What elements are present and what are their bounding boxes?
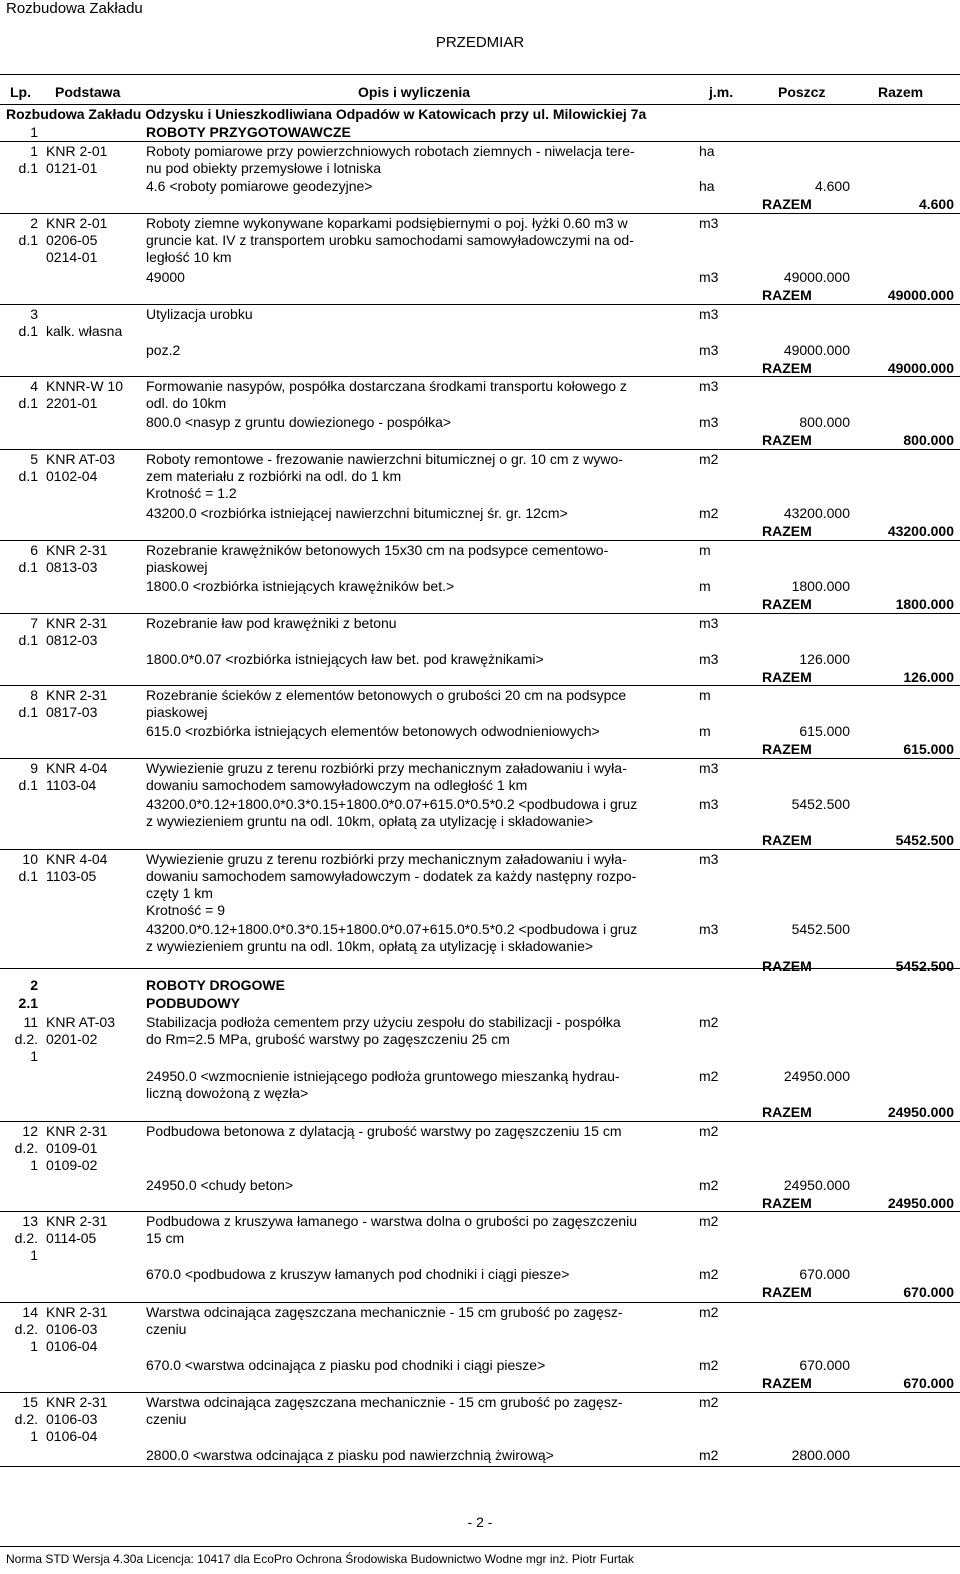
item-basis: KNR 2-31 — [46, 687, 108, 703]
divider — [0, 104, 960, 105]
razem-value: 4.600 — [918, 196, 954, 212]
item-number: 3 — [30, 306, 38, 322]
row-divider — [0, 376, 960, 377]
item-description: Wywiezienie gruzu z terenu rozbiórki przy mechanicznym załadowaniu i wyła- — [146, 760, 627, 776]
row-divider — [0, 849, 960, 850]
item-basis: 0817-03 — [46, 704, 98, 720]
item-basis: KNR 2-01 — [46, 143, 108, 159]
razem-label: RAZEM — [762, 596, 812, 612]
razem-value: 24950.000 — [887, 1104, 954, 1120]
row-divider — [0, 1466, 960, 1467]
calc-value: 49000.000 — [783, 269, 850, 285]
razem-label: RAZEM — [762, 741, 812, 757]
calc-unit: ha — [699, 178, 715, 194]
item-unit: m2 — [699, 451, 719, 467]
item-section-ref: d.1 — [18, 395, 38, 411]
item-description: czeniu — [146, 1321, 187, 1337]
item-description: dowaniu samochodem samowyładowczym na odległość 1 km — [146, 777, 528, 793]
calc-unit: m2 — [699, 1177, 719, 1193]
razem-label: RAZEM — [762, 523, 812, 539]
item-basis: KNR AT-03 — [46, 1014, 115, 1030]
item-section-ref: d.1 — [18, 704, 38, 720]
item-basis: KNR 2-01 — [46, 215, 108, 231]
item-description: Utylizacja urobku — [146, 306, 253, 322]
item-basis: 0214-01 — [46, 249, 98, 265]
calc-formula: 24950.0 <chudy beton> — [146, 1177, 294, 1193]
calc-value: 2800.000 — [791, 1447, 850, 1463]
calc-value: 4.600 — [814, 178, 850, 194]
razem-label: RAZEM — [762, 360, 812, 376]
item-description: Krotność = 9 — [146, 902, 225, 918]
item-unit: m3 — [699, 615, 719, 631]
item-description: Rozebranie ław pod krawężniki z betonu — [146, 615, 397, 631]
row-divider — [0, 1121, 960, 1122]
razem-label: RAZEM — [762, 287, 812, 303]
item-basis: 0206-05 — [46, 232, 98, 248]
item-section-ref: d.2. — [14, 1230, 38, 1246]
item-number: 14 — [22, 1304, 38, 1320]
item-basis: KNR 4-04 — [46, 851, 108, 867]
calc-formula: 1800.0*0.07 <rozbiórka istniejących ław bet. pod krawężnikami> — [146, 651, 544, 667]
item-section-ref: 1 — [30, 1247, 38, 1263]
item-number: 4 — [30, 378, 38, 394]
item-basis: KNR 2-31 — [46, 1394, 108, 1410]
item-section-ref: 1 — [30, 1048, 38, 1064]
razem-value: 5452.500 — [895, 958, 954, 974]
item-description: odl. do 10km — [146, 395, 227, 411]
col-unit: j.m. — [709, 84, 734, 100]
item-description: czeniu — [146, 1411, 187, 1427]
row-divider — [0, 758, 960, 759]
calc-value: 5452.500 — [791, 796, 850, 812]
calc-formula: z wywiezieniem gruntu na odl. 10km, opłatą za utylizację i składowanie> — [146, 938, 594, 954]
item-basis: 0106-03 — [46, 1411, 98, 1427]
col-total: Razem — [878, 84, 924, 100]
calc-value: 5452.500 — [791, 921, 850, 937]
item-description: Stabilizacja podłoża cementem przy użyciu zespołu do stabilizacji - pospółka — [146, 1014, 621, 1030]
item-basis: KNR 2-31 — [46, 1213, 108, 1229]
project-caption: Rozbudowa Zakładu Odzysku i Unieszkodliwiana Odpadów w Katowicach przy ul. Milowickiej 7a — [6, 106, 647, 122]
razem-label: RAZEM — [762, 1195, 812, 1211]
item-unit: m2 — [699, 1123, 719, 1139]
app-title: Rozbudowa Zakładu — [6, 0, 143, 17]
item-unit: m3 — [699, 306, 719, 322]
razem-label: RAZEM — [762, 1284, 812, 1300]
item-description: Warstwa odcinająca zagęszczana mechanicznie - 15 cm grubość po zagęsz- — [146, 1304, 623, 1320]
col-partial: Poszcz — [778, 84, 826, 100]
item-description: do Rm=2.5 MPa, grubość warstwy po zagęszczeniu 25 cm — [146, 1031, 510, 1047]
row-divider — [0, 213, 960, 214]
calc-formula: 800.0 <nasyp z gruntu dowiezionego - pospółka> — [146, 414, 452, 430]
section-number: 2 — [30, 977, 38, 993]
razem-label: RAZEM — [762, 958, 812, 974]
calc-formula: 615.0 <rozbiórka istniejących elementów betonowych odwodnieniowych> — [146, 723, 600, 739]
col-basis: Podstawa — [55, 84, 121, 100]
col-lp: Lp. — [10, 84, 31, 100]
item-basis: KNR AT-03 — [46, 451, 115, 467]
row-divider — [0, 685, 960, 686]
item-basis: KNR 2-31 — [46, 542, 108, 558]
razem-value: 43200.000 — [887, 523, 954, 539]
calc-formula: 43200.0 <rozbiórka istniejącej nawierzchni bitumicznej śr. gr. 12cm> — [146, 505, 568, 521]
document-title: PRZEDMIAR — [435, 34, 525, 51]
item-description: Rozebranie ścieków z elementów betonowych o grubości 20 cm na podsypce — [146, 687, 627, 703]
calc-unit: m3 — [699, 342, 719, 358]
item-section-ref: 1 — [30, 1338, 38, 1354]
calc-formula: 670.0 <podbudowa z kruszyw łamanych pod chodniki i ciągi piesze> — [146, 1266, 570, 1282]
item-description: dowaniu samochodem samowyładowczym - dodatek za każdy następny rozpo- — [146, 868, 637, 884]
razem-label: RAZEM — [762, 432, 812, 448]
row-divider — [0, 968, 960, 969]
footer-note: Norma STD Wersja 4.30a Licencja: 10417 dla EcoPro Ochrona Środowiska Budownictwo Wodne mgr inż. Piotr Furtak — [6, 1552, 634, 1566]
calc-unit: m2 — [699, 1068, 719, 1084]
item-section-ref: d.2. — [14, 1140, 38, 1156]
row-divider — [0, 540, 960, 541]
calc-unit: m2 — [699, 1266, 719, 1282]
calc-formula: 43200.0*0.12+1800.0*0.3*0.15+1800.0*0.07+615.0*0.5*0.2 <podbudowa i gruz — [146, 921, 638, 937]
row-divider — [0, 1302, 960, 1303]
calc-formula: 43200.0*0.12+1800.0*0.3*0.15+1800.0*0.07+615.0*0.5*0.2 <podbudowa i gruz — [146, 796, 638, 812]
calc-value: 24950.000 — [783, 1177, 850, 1193]
item-basis: 0813-03 — [46, 559, 98, 575]
calc-value: 49000.000 — [783, 342, 850, 358]
razem-value: 615.000 — [903, 741, 954, 757]
calc-formula: liczną dowożoną z węzła> — [146, 1085, 309, 1101]
item-description: Roboty remontowe - frezowanie nawierzchni bitumicznej o gr. 10 cm z wywo- — [146, 451, 623, 467]
item-unit: m3 — [699, 851, 719, 867]
calc-unit: m — [699, 723, 711, 739]
item-section-ref: d.1 — [18, 323, 38, 339]
razem-value: 49000.000 — [887, 360, 954, 376]
row-divider — [0, 141, 960, 142]
calc-unit: m — [699, 578, 711, 594]
item-unit: m — [699, 687, 711, 703]
calc-unit: m3 — [699, 269, 719, 285]
calc-formula: 1800.0 <rozbiórka istniejących krawężników bet.> — [146, 578, 455, 594]
item-basis: 0106-03 — [46, 1321, 98, 1337]
razem-value: 800.000 — [903, 432, 954, 448]
item-section-ref: d.2. — [14, 1031, 38, 1047]
divider — [0, 74, 960, 75]
item-section-ref: d.1 — [18, 232, 38, 248]
item-basis: 0109-02 — [46, 1157, 98, 1173]
razem-label: RAZEM — [762, 1104, 812, 1120]
item-number: 2 — [30, 215, 38, 231]
item-number: 10 — [22, 851, 38, 867]
calc-value: 1800.000 — [791, 578, 850, 594]
calc-value: 24950.000 — [783, 1068, 850, 1084]
calc-value: 126.000 — [799, 651, 850, 667]
item-number: 11 — [23, 1014, 38, 1030]
section-title: PODBUDOWY — [146, 995, 241, 1011]
item-description: częty 1 km — [146, 885, 213, 901]
item-basis: 2201-01 — [46, 395, 98, 411]
item-section-ref: 1 — [30, 1428, 38, 1444]
item-number: 1 — [30, 143, 38, 159]
item-basis: 0121-01 — [46, 160, 98, 176]
razem-value: 126.000 — [903, 669, 954, 685]
item-unit: ha — [699, 143, 715, 159]
razem-value: 1800.000 — [895, 596, 954, 612]
row-divider — [0, 1211, 960, 1212]
page-number: - 2 - — [467, 1514, 493, 1530]
item-description: ległość 10 km — [146, 249, 232, 265]
item-description: gruncie kat. IV z transportem urobku samochodami samowyładowczymi na od- — [146, 232, 634, 248]
item-description: Wywiezienie gruzu z terenu rozbiórki przy mechanicznym załadowaniu i wyła- — [146, 851, 627, 867]
razem-value: 5452.500 — [895, 832, 954, 848]
item-section-ref: d.1 — [18, 160, 38, 176]
item-basis: KNR 4-04 — [46, 760, 108, 776]
item-description: nu pod obiekty przemysłowe i lotniska — [146, 160, 382, 176]
razem-value: 670.000 — [903, 1375, 954, 1391]
calc-value: 615.000 — [799, 723, 850, 739]
item-description: piaskowej — [146, 704, 208, 720]
calc-unit: m3 — [699, 796, 719, 812]
item-unit: m2 — [699, 1014, 719, 1030]
item-basis: 1103-04 — [46, 777, 97, 793]
item-basis: 0102-04 — [46, 468, 98, 484]
item-basis: KNNR-W 10 — [46, 378, 124, 394]
item-description: Roboty pomiarowe przy powierzchniowych robotach ziemnych - niwelacja tere- — [146, 143, 635, 159]
calc-value: 670.000 — [799, 1357, 850, 1373]
item-basis: 1103-05 — [46, 868, 97, 884]
razem-value: 24950.000 — [887, 1195, 954, 1211]
razem-label: RAZEM — [762, 196, 812, 212]
item-section-ref: d.1 — [18, 559, 38, 575]
calc-unit: m3 — [699, 414, 719, 430]
item-basis: 0812-03 — [46, 632, 98, 648]
section-title: ROBOTY PRZYGOTOWAWCZE — [146, 124, 351, 140]
item-section-ref: d.1 — [18, 468, 38, 484]
razem-value: 670.000 — [903, 1284, 954, 1300]
calc-formula: poz.2 — [146, 342, 181, 358]
item-basis: KNR 2-31 — [46, 615, 108, 631]
section-number: 2.1 — [18, 995, 38, 1011]
row-divider — [0, 1392, 960, 1393]
calc-value: 43200.000 — [783, 505, 850, 521]
item-section-ref: d.2. — [14, 1321, 38, 1337]
calc-unit: m3 — [699, 921, 719, 937]
item-description: Warstwa odcinająca zagęszczana mechanicznie - 15 cm grubość po zagęsz- — [146, 1394, 623, 1410]
item-number: 12 — [22, 1123, 38, 1139]
item-number: 7 — [30, 615, 38, 631]
item-unit: m3 — [699, 378, 719, 394]
razem-value: 49000.000 — [887, 287, 954, 303]
item-description: zem materiału z rozbiórki na odl. do 1 km — [146, 468, 402, 484]
item-unit: m2 — [699, 1304, 719, 1320]
item-description: Rozebranie krawężników betonowych 15x30 cm na podsypce cementowo- — [146, 542, 609, 558]
section-number: 1 — [30, 124, 38, 140]
item-unit: m3 — [699, 760, 719, 776]
calc-formula: z wywiezieniem gruntu na odl. 10km, opłatą za utylizację i składowanie> — [146, 813, 594, 829]
item-number: 9 — [30, 760, 38, 776]
item-description: 15 cm — [146, 1230, 185, 1246]
item-number: 15 — [22, 1394, 38, 1410]
item-basis: 0201-02 — [46, 1031, 98, 1047]
divider — [0, 1546, 960, 1547]
razem-label: RAZEM — [762, 832, 812, 848]
item-unit: m — [699, 542, 711, 558]
calc-unit: m2 — [699, 505, 719, 521]
item-description: piaskowej — [146, 559, 208, 575]
item-basis: KNR 2-31 — [46, 1304, 108, 1320]
row-divider — [0, 449, 960, 450]
calc-value: 800.000 — [799, 414, 850, 430]
item-section-ref: d.2. — [14, 1411, 38, 1427]
item-section-ref: d.1 — [18, 632, 38, 648]
razem-label: RAZEM — [762, 1375, 812, 1391]
section-title: ROBOTY DROGOWE — [146, 977, 285, 993]
item-basis: 0114-05 — [46, 1230, 97, 1246]
calc-formula: 49000 — [146, 269, 185, 285]
calc-unit: m3 — [699, 651, 719, 667]
item-description: Podbudowa z kruszywa łamanego - warstwa dolna o grubości po zagęszczeniu — [146, 1213, 638, 1229]
item-unit: m3 — [699, 215, 719, 231]
item-basis: KNR 2-31 — [46, 1123, 108, 1139]
row-divider — [0, 613, 960, 614]
col-desc: Opis i wyliczenia — [358, 84, 471, 100]
calc-formula: 24950.0 <wzmocnienie istniejącego podłoża gruntowego mieszanką hydrau- — [146, 1068, 620, 1084]
calc-formula: 2800.0 <warstwa odcinająca z piasku pod nawierzchnią żwirową> — [146, 1447, 554, 1463]
calc-value: 670.000 — [799, 1266, 850, 1282]
item-basis: 0109-01 — [46, 1140, 98, 1156]
item-description: Roboty ziemne wykonywane koparkami podsiębiernymi o poj. łyżki 0.60 m3 w — [146, 215, 628, 231]
item-number: 5 — [30, 451, 38, 467]
item-basis: 0106-04 — [46, 1338, 98, 1354]
column-header-row — [0, 84, 960, 104]
item-section-ref: 1 — [30, 1157, 38, 1173]
item-basis: kalk. własna — [46, 323, 123, 339]
item-number: 8 — [30, 687, 38, 703]
item-section-ref: d.1 — [18, 777, 38, 793]
calc-unit: m2 — [699, 1357, 719, 1373]
item-basis: 0106-04 — [46, 1428, 98, 1444]
calc-unit: m2 — [699, 1447, 719, 1463]
calc-formula: 4.6 <roboty pomiarowe geodezyjne> — [146, 178, 373, 194]
row-divider — [0, 304, 960, 305]
item-number: 13 — [22, 1213, 38, 1229]
item-unit: m2 — [699, 1213, 719, 1229]
item-unit: m2 — [699, 1394, 719, 1410]
item-description: Krotność = 1.2 — [146, 485, 237, 501]
item-number: 6 — [30, 542, 38, 558]
calc-formula: 670.0 <warstwa odcinająca z piasku pod chodniki i ciągi piesze> — [146, 1357, 546, 1373]
item-section-ref: d.1 — [18, 868, 38, 884]
item-description: Formowanie nasypów, pospółka dostarczana środkami transportu kołowego z — [146, 378, 627, 394]
razem-label: RAZEM — [762, 669, 812, 685]
item-description: Podbudowa betonowa z dylatacją - grubość warstwy po zagęszczeniu 15 cm — [146, 1123, 622, 1139]
